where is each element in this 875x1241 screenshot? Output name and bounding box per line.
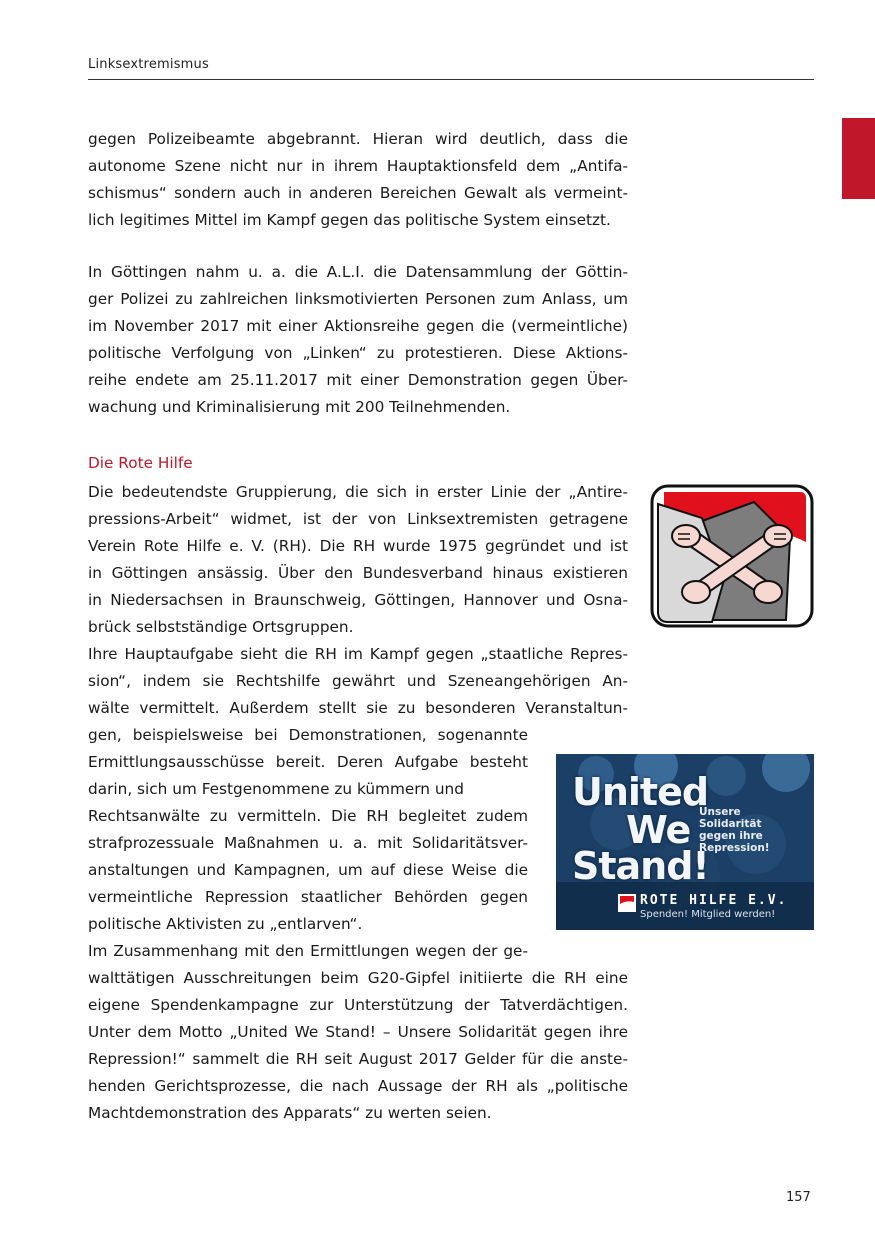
- text-line: Ihre Hauptaufgabe sieht die RH im Kampf gegen „staatliche Repres-: [88, 645, 628, 663]
- poster-headline-3: Stand!: [572, 844, 709, 888]
- text-line: Repression!“ sammelt die RH seit August 2017 Gelder für die anste-: [88, 1050, 628, 1068]
- text-line: wälte vermittelt. Außerdem stellt sie zu besonderen Veranstaltun-: [88, 699, 628, 717]
- text-line: Im Zusammenhang mit den Ermittlungen wegen der ge-: [88, 942, 528, 960]
- text-line: sion“, indem sie Rechtshilfe gewährt und Szeneangehörigen An-: [88, 672, 628, 690]
- paragraph-main-task-continued: [88, 722, 528, 965]
- text-line: pressions-Arbeit“ widmet, ist der von Linksextremisten getragene: [88, 510, 628, 528]
- text-line: gegen Polizeibeamte abgebrannt. Hieran wird deutlich, dass die: [88, 130, 628, 148]
- text-line: Unter dem Motto „United We Stand! – Unsere Solidarität gegen ihre: [88, 1023, 628, 1041]
- text-line: eigene Spendenkampagne zur Unterstützung der Tatverdächtigen.: [88, 996, 628, 1014]
- paragraph-g20-campaign: [88, 965, 628, 1127]
- text-line: walttätigen Ausschreitungen beim G20-Gipfel initiierte die RH eine: [88, 969, 628, 987]
- text-line: vermeintliche Repression staatlicher Behörden gegen: [88, 888, 528, 906]
- text-line: schismus“ sondern auch in anderen Bereichen Gewalt als vermeint-: [88, 184, 628, 202]
- paragraph-2: [88, 259, 628, 421]
- text-line: autonome Szene nicht nur in ihrem Hauptaktionsfeld dem „Antifa-: [88, 157, 628, 175]
- poster-appeal: Spenden! Mitglied werden!: [640, 909, 776, 920]
- text-line: darin, sich um Festgenommene zu kümmern und: [88, 780, 464, 798]
- poster-subtext-line: Unsere: [699, 806, 741, 818]
- header-divider: [88, 79, 814, 80]
- text-line: wachung und Kriminalisierung mit 200 Teilnehmenden.: [88, 398, 511, 416]
- chapter-tab-marker: [842, 118, 875, 199]
- text-line: politische Aktivisten zu „entlarven“.: [88, 915, 363, 933]
- text-line: Machtdemonstration des Apparats“ zu werten seien.: [88, 1104, 492, 1122]
- text-line: Rechtsanwälte zu vermitteln. Die RH begleitet zudem: [88, 807, 528, 825]
- text-line: In Göttingen nahm u. a. die A.L.I. die Datensammlung der Göttin-: [88, 263, 628, 281]
- section-heading: Die Rote Hilfe: [88, 454, 193, 472]
- text-line: Verein Rote Hilfe e. V. (RH). Die RH wurde 1975 gegründet und ist: [88, 537, 628, 555]
- text-line: reihe endete am 25.11.2017 mit einer Demonstration gegen Über-: [88, 371, 628, 389]
- poster-subtext: [699, 806, 811, 854]
- running-header: Linksextremismus: [88, 57, 209, 72]
- paragraph-1: [88, 126, 628, 234]
- text-line: strafprozessuale Maßnahmen u. a. mit Solidaritätsver-: [88, 834, 528, 852]
- poster-subtext-line: gegen ihre: [699, 830, 763, 842]
- text-line: brück selbstständige Ortsgruppen.: [88, 618, 354, 636]
- text-line: Die bedeutendste Gruppierung, die sich in erster Linie der „Antire-: [88, 483, 628, 501]
- text-line: in Göttingen ansässig. Über den Bundesverband hinaus existieren: [88, 564, 628, 582]
- paragraph-rote-hilfe-intro: [88, 479, 628, 641]
- poster-headline-2: We: [626, 808, 691, 852]
- rote-hilfe-emblem-figure: [650, 484, 814, 628]
- text-line: in Niedersachsen in Braunschweig, Göttingen, Hannover und Osna-: [88, 591, 628, 609]
- text-line: politische Verfolgung von „Linken“ zu protestieren. Diese Aktions-: [88, 344, 628, 362]
- page-number: 157: [786, 1190, 811, 1205]
- text-line: Ermittlungsausschüsse bereit. Deren Aufgabe besteht: [88, 753, 528, 771]
- text-line: im November 2017 mit einer Aktionsreihe gegen die (vermeintliche): [88, 317, 628, 335]
- poster-organization: ROTE HILFE E.V.: [640, 893, 788, 908]
- text-line: gen, beispielsweise bei Demonstrationen, sogenannte: [88, 726, 528, 744]
- text-line: ger Polizei zu zahlreichen linksmotivierten Personen zum Anlass, um: [88, 290, 628, 308]
- poster-subtext-line: Repression!: [699, 842, 770, 854]
- poster-headline-1: United: [572, 770, 709, 814]
- text-line: anstaltungen und Kampagnen, um auf diese Weise die: [88, 861, 528, 879]
- united-we-stand-poster: [556, 754, 814, 930]
- text-line: lich legitimes Mittel im Kampf gegen das politische System einsetzt.: [88, 211, 611, 229]
- paragraph-main-task: [88, 641, 628, 722]
- text-line: henden Gerichtsprozesse, die nach Aussage der RH als „politische: [88, 1077, 628, 1095]
- poster-subtext-line: Solidarität: [699, 818, 762, 830]
